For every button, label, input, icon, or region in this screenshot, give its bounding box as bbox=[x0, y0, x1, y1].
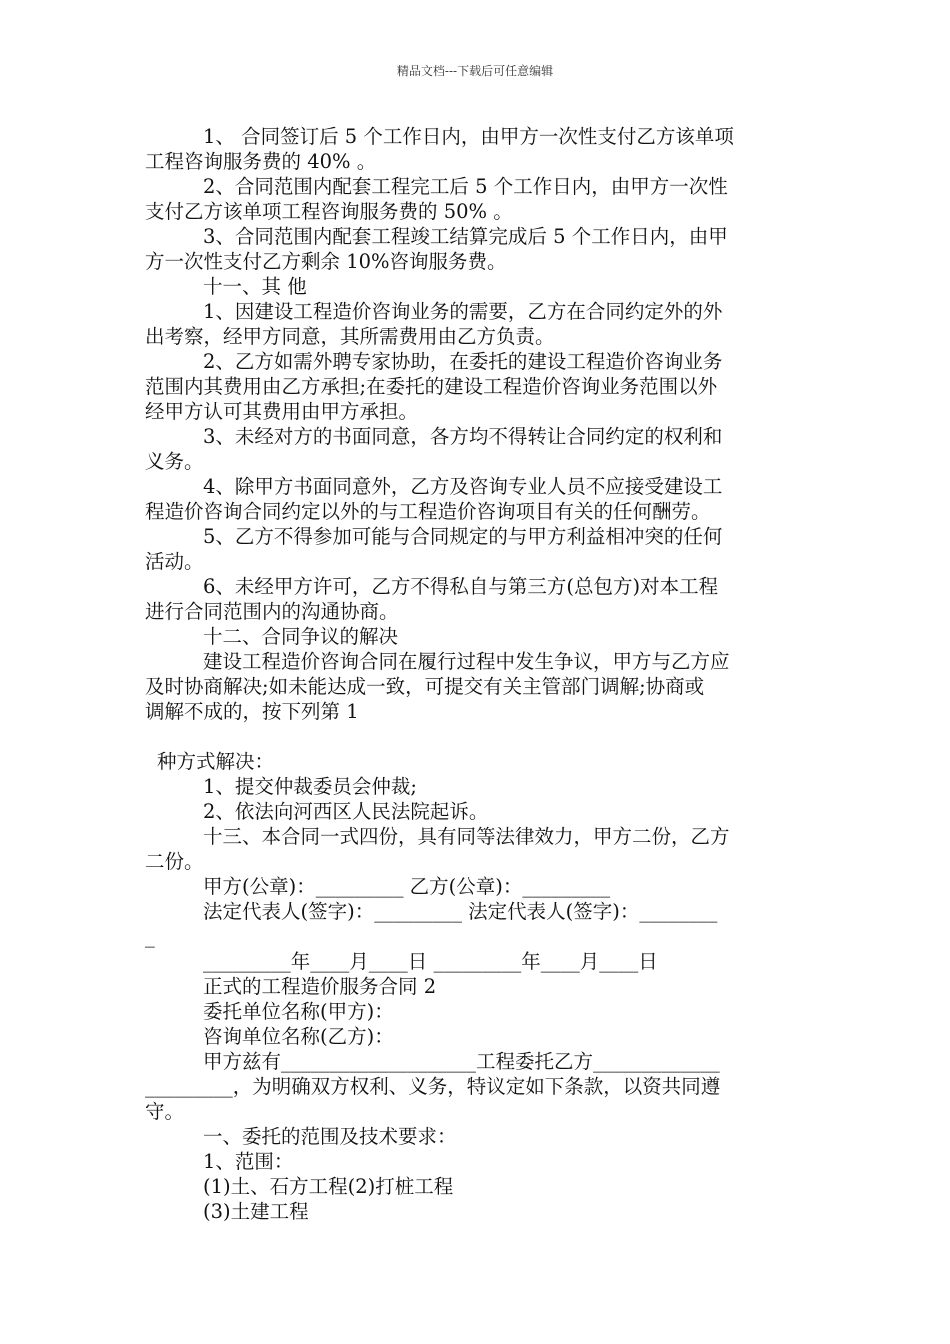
text-line: 程造价咨询合同约定以外的与工程造价咨询项目有关的任何酬劳。 bbox=[145, 500, 711, 523]
text-line: 支付乙方该单项工程咨询服务费的 50% 。 bbox=[145, 200, 513, 223]
text-line: 十三、本合同一式四份，具有同等法律效力，甲方二份，乙方 bbox=[203, 825, 730, 848]
text-line: 及时协商解决;如未能达成一致，可提交有关主管部门调解;协商或 bbox=[145, 675, 705, 698]
text-line: 2、合同范围内配套工程完工后 5 个工作日内，由甲方一次性 bbox=[203, 175, 728, 198]
text-line: 2、依法向河西区人民法院起诉。 bbox=[203, 800, 489, 823]
text-line: 6、未经甲方许可，乙方不得私自与第三方(总包方)对本工程 bbox=[203, 575, 719, 598]
text-line: 二份。 bbox=[145, 850, 204, 873]
text-line: 调解不成的，按下列第 1 bbox=[145, 700, 359, 723]
contract-title: 正式的工程造价服务合同 2 bbox=[203, 975, 437, 998]
section-heading: 一、委托的范围及技术要求： bbox=[203, 1125, 457, 1148]
page-header-watermark: 精品文档---下载后可任意编辑 bbox=[396, 64, 554, 78]
text-line: 3、合同范围内配套工程竣工结算完成后 5 个工作日内，由甲 bbox=[203, 225, 728, 248]
text-line: 2、乙方如需外聘专家协助，在委托的建设工程造价咨询业务 bbox=[203, 350, 723, 373]
text-line: 出考察，经甲方同意，其所需费用由乙方负责。 bbox=[145, 325, 555, 348]
text-line: (1)土、石方工程(2)打桩工程 bbox=[203, 1175, 454, 1198]
text-line: 守。 bbox=[145, 1100, 185, 1123]
text-line: _________，为明确双方权利、义务，特议定如下条款，以资共同遵 bbox=[145, 1075, 721, 1098]
text-line: 建设工程造价咨询合同在履行过程中发生争议，甲方与乙方应 bbox=[203, 650, 730, 673]
text-line: 1、范围： bbox=[203, 1150, 294, 1173]
date-line: _________年____月____日 _________年____月____日 bbox=[203, 950, 658, 973]
text-line: 活动。 bbox=[145, 550, 204, 573]
text-line: 委托单位名称(甲方)： bbox=[203, 1000, 394, 1023]
text-line: 5、乙方不得参加可能与合同规定的与甲方利益相冲突的任何 bbox=[203, 525, 723, 548]
section-heading: 十一、其 他 bbox=[203, 275, 307, 298]
text-line: 方一次性支付乙方剩余 10%咨询服务费。 bbox=[145, 250, 507, 273]
signature-line-seal: 甲方(公章)：_________ 乙方(公章)：_________ bbox=[203, 875, 611, 898]
section-heading: 十二、合同争议的解决 bbox=[203, 625, 399, 648]
signature-line-representative: 法定代表人(签字)：_________ 法定代表人(签字)：________ bbox=[203, 900, 718, 923]
text-line: 经甲方认可其费用由甲方承担。 bbox=[145, 400, 419, 423]
text-line: 种方式解决： bbox=[157, 750, 275, 773]
text-line: 咨询单位名称(乙方)： bbox=[203, 1025, 394, 1048]
text-line: 范围内其费用由乙方承担;在委托的建设工程造价咨询业务范围以外 bbox=[145, 375, 718, 398]
text-line: 1、提交仲裁委员会仲裁; bbox=[203, 775, 417, 798]
text-line: 1、因建设工程造价咨询业务的需要，乙方在合同约定外的外 bbox=[203, 300, 723, 323]
text-line: 义务。 bbox=[145, 450, 204, 473]
text-line: 4、除甲方书面同意外，乙方及咨询专业人员不应接受建设工 bbox=[203, 475, 723, 498]
text-line: 3、未经对方的书面同意，各方均不得转让合同约定的权利和 bbox=[203, 425, 723, 448]
text-line: 进行合同范围内的沟通协商。 bbox=[145, 600, 399, 623]
text-line: 1、 合同签订后 5 个工作日内，由甲方一次性支付乙方该单项 bbox=[203, 125, 734, 148]
text-line: (3)土建工程 bbox=[203, 1200, 309, 1223]
text-line: 工程咨询服务费的 40% 。 bbox=[145, 150, 377, 173]
text-line: 甲方兹有____________________工程委托乙方_____________ bbox=[203, 1050, 720, 1073]
text-line: _ bbox=[145, 925, 155, 948]
